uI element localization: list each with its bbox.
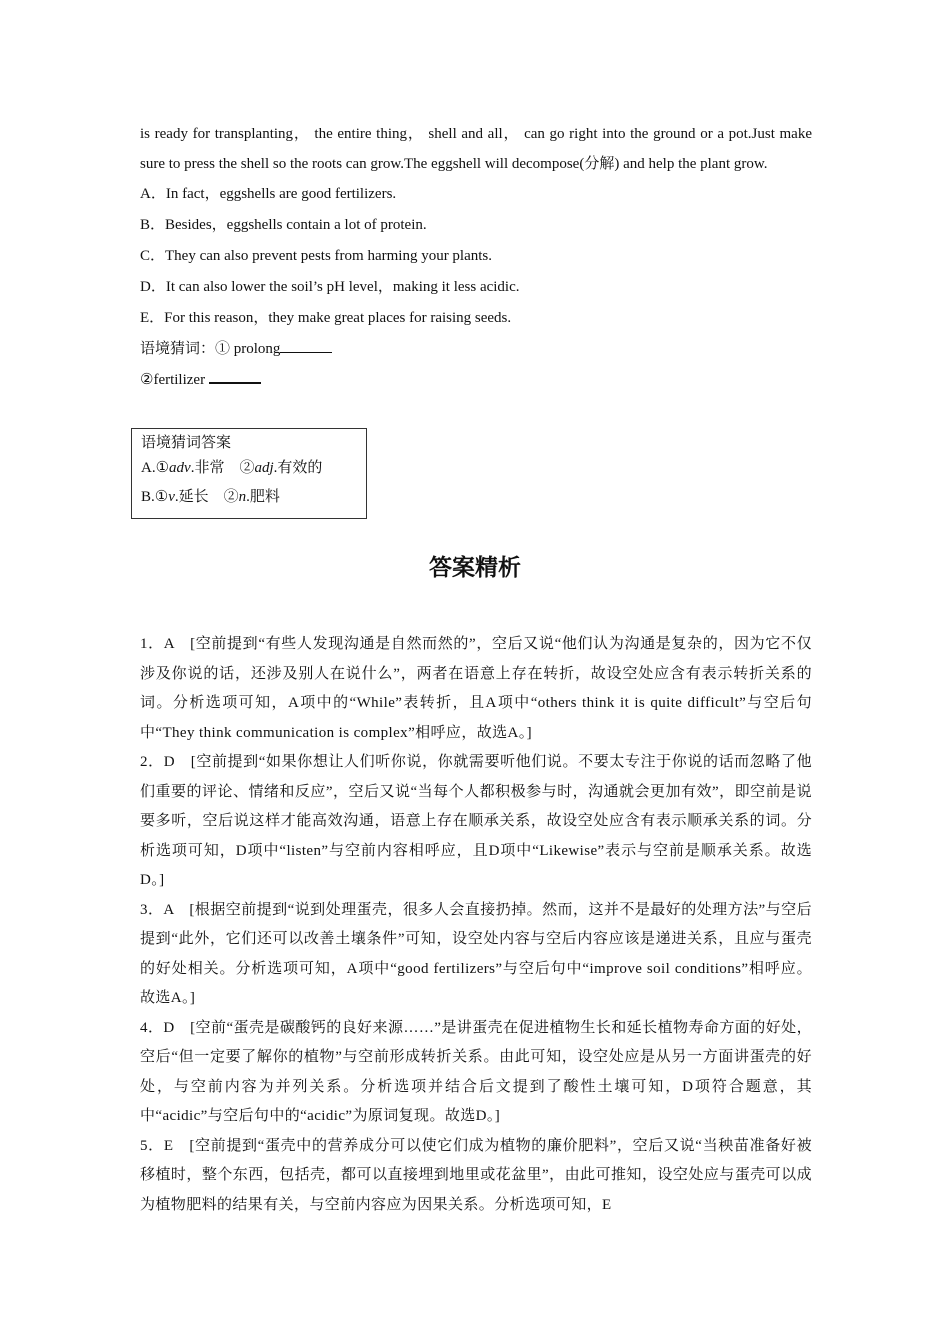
guess-answer-heading: 语境猜词答案 xyxy=(141,433,232,451)
answer-item-2: 2．D [空前提到“如果你想让人们听你说，你就需要听他们说。不要太专注于你说的话而忽略了他们重要的评论、情绪和反应”，空后又说“当每个人都积极参与时，沟通就会更加有效”，即空前是说要多听，空后说这样才能高效沟通，语意上存在顺承关系，故设空处应含有表示顺承关系的词。分析选项可知，D项中“listen”与空前内容相呼应，且D项中“Likewise”表示与空前是顺承关系。故选D。] xyxy=(140,754,812,888)
guess-answer-box xyxy=(131,428,367,519)
option-letter: A． xyxy=(140,186,166,202)
row-b-prefix: B.① xyxy=(141,489,169,505)
row-a-prefix: A.① xyxy=(141,460,170,476)
row-b-pos-1: v xyxy=(168,489,175,505)
context-guess-label: 语境猜词： xyxy=(140,341,216,357)
option-text: Besides，eggshells contain a lot of protein. xyxy=(165,217,427,233)
option-text: They can also prevent pests from harming your plants. xyxy=(165,248,493,264)
options-list xyxy=(140,179,812,334)
context-guess-line-1 xyxy=(140,334,812,365)
section-title: 答案精析 xyxy=(429,555,521,581)
guess-answer-row-b xyxy=(141,483,366,512)
row-a-def-1: .非常 ② xyxy=(190,460,255,476)
option-letter: B． xyxy=(140,217,166,233)
row-b-def-1: .延长 ② xyxy=(174,489,239,505)
context-guess-line-2 xyxy=(140,365,812,396)
answer-item-1: 1．A [空前提到“有些人发现沟通是自然而然的”，空后又说“他们认为沟通是复杂的，因为它不仅涉及你说的话，还涉及别人在说什么”，两者在语意上存在转折，故设空处应含有表示转折关系的词。分析选项可知，A项中的“While”表转折，且A项中“others think it is quite difficult”与空后句中“They think communication is complex”相呼应，故选A。] xyxy=(140,636,812,741)
option-letter: D． xyxy=(140,279,166,295)
option-c xyxy=(140,241,812,272)
option-text: It can also lower the soil’s pH level，making it less acidic. xyxy=(165,279,520,295)
option-e xyxy=(140,303,812,334)
context-guess-word-1: ① prolong xyxy=(215,341,281,357)
answer-item-3: 3．A [根据空前提到“说到处理蛋壳，很多人会直接扔掉。然而，这并不是最好的处理方法”与空后提到“此外，它们还可以改善土壤条件”可知，设空处内容与空后内容应该是递进关系，且应与蛋壳的好处相关。分析选项可知，A项中“good fertilizers”与空后句中“improve soil conditions”相呼应。故选A。] xyxy=(140,901,812,1006)
option-d xyxy=(140,272,812,303)
row-a-def-2: .有效的 xyxy=(273,460,323,476)
passage-continuation: is ready for transplanting， the entire thing， shell and all， can go right into the ground or a pot.Just make sure to press the shell so the roots can grow.The eggshell will decompose(分解) and help the plant grow. xyxy=(140,126,812,172)
answer-analysis xyxy=(140,630,812,1220)
option-letter: E． xyxy=(140,310,165,326)
answer-item-5: 5．E [空前提到“蛋壳中的营养成分可以使它们成为植物的廉价肥料”，空后又说“当秧苗准备好被移植时，整个东西，包括壳，都可以直接埋到地里或花盆里”，由此可推知，设空处应与蛋壳可以成为植物肥料的结果有关，与空前内容应为因果关系。分析选项可知，E xyxy=(140,1137,812,1213)
row-a-pos-2: adj xyxy=(254,460,274,476)
row-b-pos-2: n xyxy=(238,489,247,505)
answer-blank-2 xyxy=(209,368,261,384)
option-letter: C． xyxy=(140,248,166,264)
answer-blank-1 xyxy=(280,338,332,353)
option-text: In fact，eggshells are good fertilizers. xyxy=(165,186,397,202)
option-text: For this reason，they make great places for raising seeds. xyxy=(164,310,512,326)
passage-section xyxy=(140,120,812,396)
guess-answer-row-a xyxy=(141,454,366,483)
row-b-def-2: .肥料 xyxy=(246,489,280,505)
context-guess-word-2: ②fertilizer xyxy=(140,372,209,388)
answer-item-4: 4．D [空前“蛋壳是碳酸钙的良好来源……”是讲蛋壳在促进植物生长和延长植物寿命方面的好处，空后“但一定要了解你的植物”与空前形成转折关系。由此可知，设空处应是从另一方面讲蛋壳的好处，与空前内容为并列关系。分析选项并结合后文提到了酸性土壤可知，D项符合题意，其中“acidic”与空后句中的“acidic”为原词复现。故选D。] xyxy=(140,1019,812,1124)
option-a xyxy=(140,179,812,210)
row-a-pos-1: adv xyxy=(169,460,191,476)
option-b xyxy=(140,210,812,241)
